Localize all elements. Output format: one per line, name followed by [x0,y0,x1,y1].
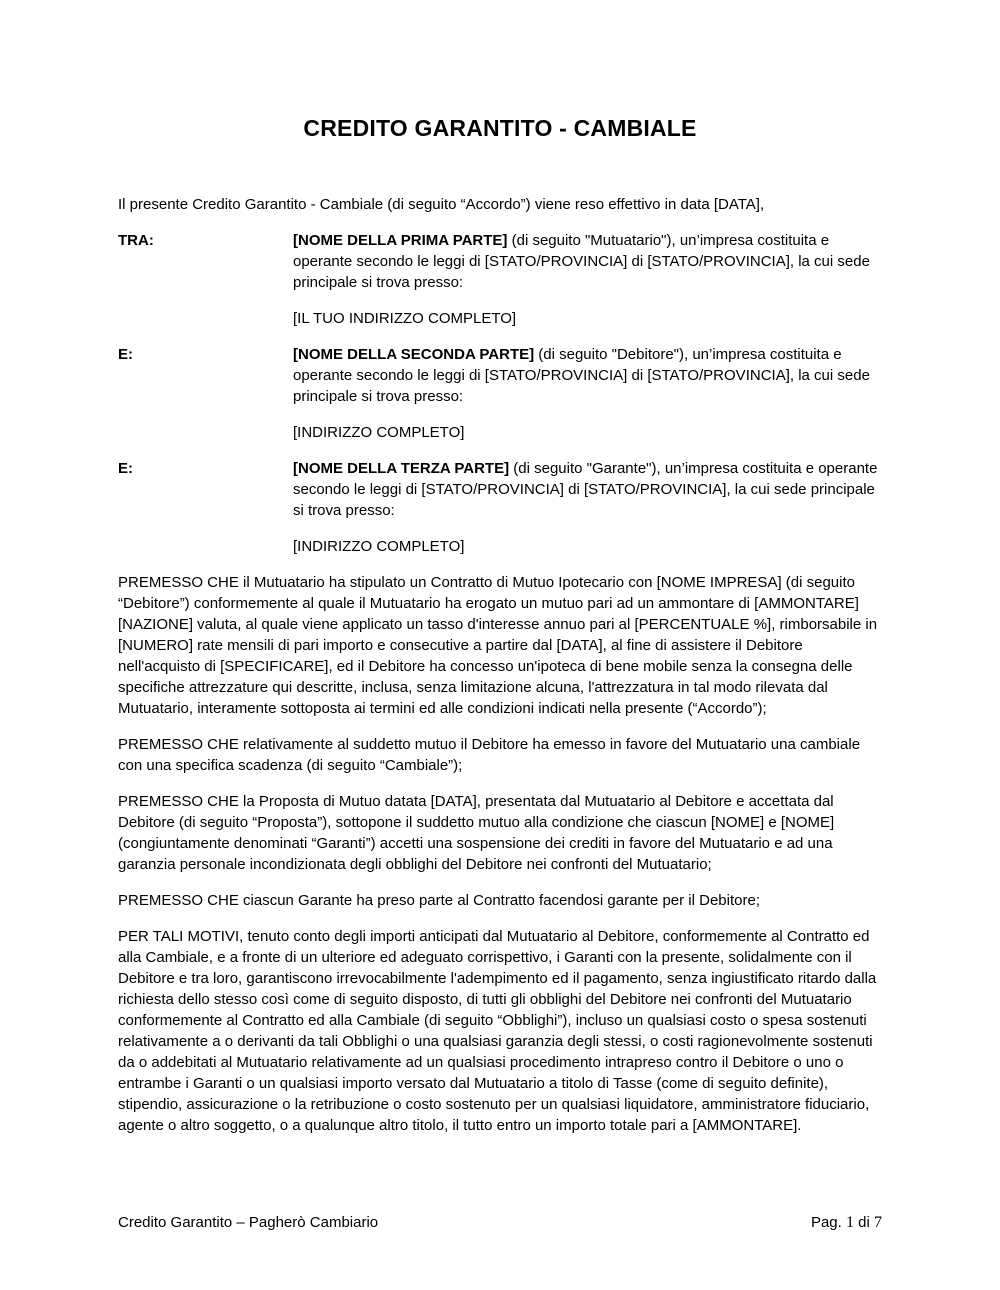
party-content [293,230,882,344]
recital-paragraph-2: PREMESSO CHE relativamente al suddetto mutuo il Debitore ha emesso in favore del Mutuatario una cambiale con una specifica scadenza (di seguito “Cambiale”); [118,736,861,774]
recital-paragraph-3: PREMESSO CHE la Proposta di Mutuo datata [DATA], presentata dal Mutuatario al Debitore e accettata dal Debitore (di seguito “Proposta”), sottopone il suddetto mutuo alla condizione che ciascun [NOME] e [NOME] (congiuntamente denominati “Garanti”) accetti una sospensione dei crediti in favore del Mutuatario e ad una garanzia personale incondizionata degli obblighi del Debitore nei confronti del Mutuatario; [118,793,835,873]
party-content [293,344,882,458]
party-block-tra [118,230,882,344]
party-description [293,230,882,293]
operative-paragraph: PER TALI MOTIVI, tenuto conto degli importi anticipati dal Mutuatario al Debitore, conformemente al Contratto ed alla Cambiale, e a fronte di un ulteriore ed adeguato corrispettivo, i Garanti con la presente, solidalmente con il Debitore e tra loro, garantiscono irrevocabilmente l'adempimento ed il pagamento, senza ingiustificato ritardo dalla richiesta dello stesso così come di seguito disposto, di tutti gli obblighi del Debitore nei confronti del Mutuatario conformemente al Contratto ed alla Cambiale (di seguito “Obblighi”), incluso un qualsiasi costo o spesa sostenuti relativamente a o derivanti da tali Obblighi o una qualsiasi garanzia degli stessi, o costi ragionevolmente sostenuti da o addebitati al Mutuatario relativamente ad un qualsiasi procedimento intrapreso contro il Debitore o uno o entrambe i Garanti o un qualsiasi importo versato dal Mutuatario a titolo di Tasse (come di seguito definite), stipendio, assicurazione o la retribuzione o costo sostenuto per un qualsiasi liquidatore, amministratore fiduciario, agente o altro soggetto, o a qualunque altro titolo, il tutto entro un importo totale pari a [AMMONTARE]. [118,928,877,1134]
party-name: [NOME DELLA PRIMA PARTE] [293,232,508,249]
party-address: [INDIRIZZO COMPLETO] [293,538,465,555]
party-label: E: [118,460,133,477]
page-footer [118,1212,882,1233]
party-address: [INDIRIZZO COMPLETO] [293,424,465,441]
party-rest-text: (di seguito "Garante"), un’impresa costituita e operante secondo le leggi di [STATO/PROVINCIA] di [STATO/PROVINCIA], la cui sede principale si trova presso: [293,460,878,519]
party-rest-text: (di seguito "Mutuatario"), un’impresa costituita e operante secondo le leggi di [STATO/PROVINCIA] di [STATO/PROVINCIA], la cui sede principale si trova presso: [293,232,870,291]
party-block-e1 [118,344,882,458]
party-label: E: [118,346,133,363]
footer-page-label: Pag. [810,1214,842,1231]
recital-paragraph-4: PREMESSO CHE ciascun Garante ha preso parte al Contratto facendosi garante per il Debitore; [118,892,760,909]
footer-page-total: 7 [874,1214,882,1231]
footer-document-name: Credito Garantito – Pagherò Cambiario [118,1214,379,1231]
footer-page-number: 1 [845,1214,854,1231]
party-rest-text: (di seguito "Debitore"), un’impresa costituita e operante secondo le leggi di [STATO/PROVINCIA] di [STATO/PROVINCIA], la cui sede principale si trova presso: [293,346,870,405]
party-description [293,344,882,407]
party-description [293,458,882,521]
party-content [293,458,882,572]
party-block-e2 [118,458,882,572]
intro-paragraph: Il presente Credito Garantito - Cambiale (di seguito “Accordo”) viene reso effettivo in data [DATA], [118,196,765,213]
party-address: [IL TUO INDIRIZZO COMPLETO] [293,310,517,327]
party-name: [NOME DELLA SECONDA PARTE] [293,346,535,363]
party-name: [NOME DELLA TERZA PARTE] [293,460,510,477]
footer-page-info [811,1212,882,1233]
document-title: CREDITO GARANTITO - CAMBIALE [303,115,697,141]
recital-paragraph-1: PREMESSO CHE il Mutuatario ha stipulato un Contratto di Mutuo Ipotecario con [NOME IMPRESA] (di seguito “Debitore”) conformemente al quale il Mutuatario ha erogato un mutuo pari ad un ammontare di [AMMONTARE] [NAZIONE] valuta, al quale viene applicato un tasso d'interesse annuo pari al [PERCENTUALE %], rimborsabile in [NUMERO] rate mensili di pari importo e consecutive a partire dal [DATA], al fine di assistere il Debitore nell'acquisto di [SPECIFICARE], ed il Debitore ha concesso un'ipoteca di bene mobile senza la consegna delle specifiche attrezzature qui descritte, inclusa, senza limitazione alcuna, l'attrezzatura in tal modo rilevata dal Mutuatario, interamente sottoposta ai termini ed alle condizioni indicati nella presente (“Accordo”); [118,574,878,717]
footer-of-label: di [858,1214,870,1231]
party-label: TRA: [118,232,154,249]
